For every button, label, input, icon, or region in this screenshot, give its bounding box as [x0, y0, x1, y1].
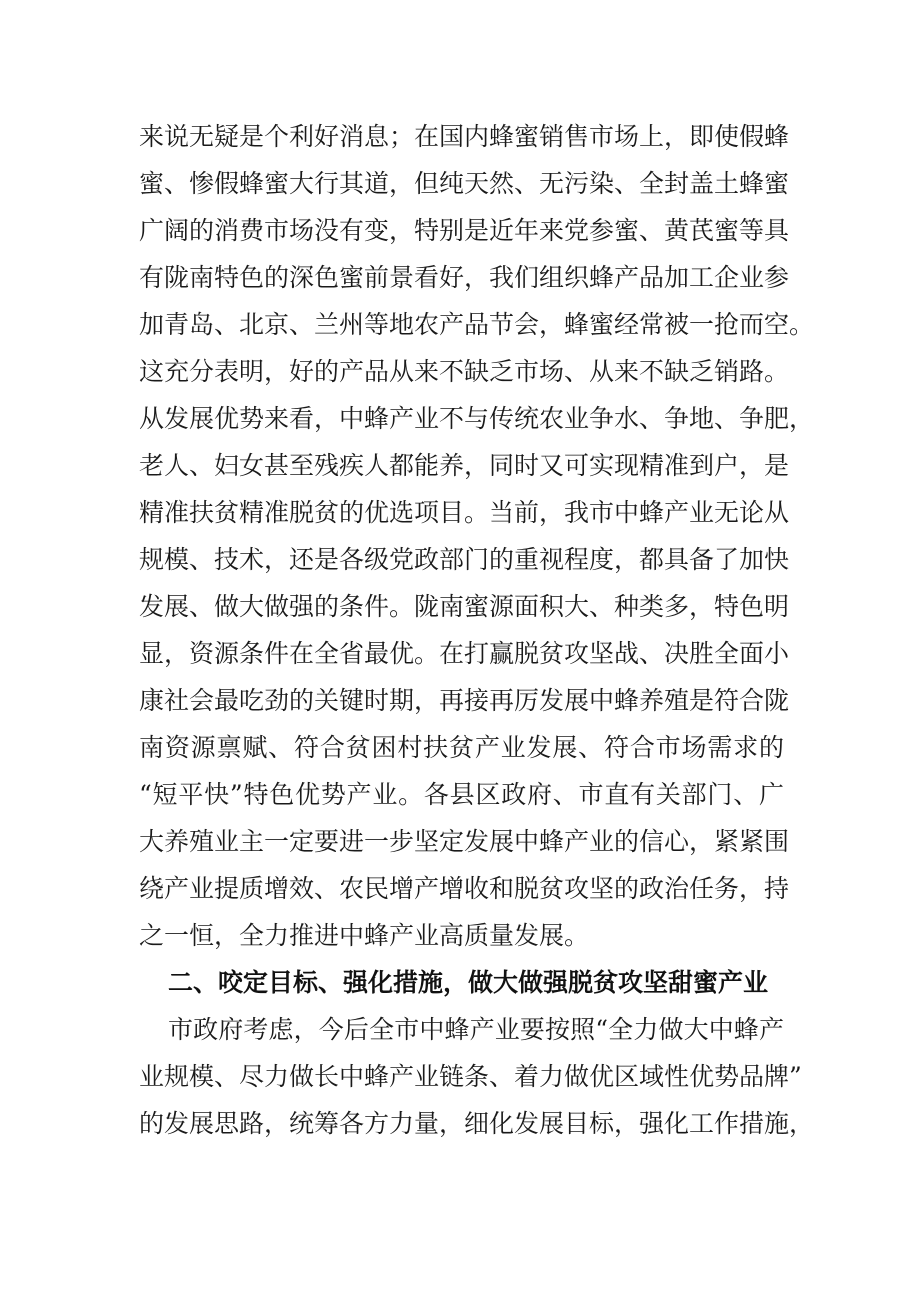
body-text-line: 精准扶贫精准脱贫的优选项目。当前，我市中蜂产业无论从: [139, 498, 790, 527]
body-text-line: 加青岛、北京、兰州等地农产品节会，蜂蜜经常被一抢而空。: [139, 310, 815, 339]
body-text-line: 有陇南特色的深色蜜前景看好，我们组织蜂产品加工企业参: [139, 263, 790, 292]
body-text-line: 老人、妇女甚至残疾人都能养，同时又可实现精准到户，是: [139, 451, 790, 480]
body-text-line: 绕产业提质增效、农民增产增收和脱贫攻坚的政治任务，持: [139, 874, 790, 903]
body-text-line: 规模、技术，还是各级党政部门的重视程度，都具备了加快: [139, 545, 790, 574]
body-text-line: “短平快”特色优势产业。各县区政府、市直有关部门、广: [139, 780, 784, 809]
body-text-line: 从发展优势来看，中蜂产业不与传统农业争水、争地、争肥，: [139, 404, 815, 433]
body-text-line: 大养殖业主一定要进一步坚定发展中蜂产业的信心，紧紧围: [139, 827, 790, 856]
body-text-line: 的发展思路，统筹各方力量，细化发展目标，强化工作措施，: [139, 1109, 815, 1138]
section-heading: 二、咬定目标、强化措施，做大做强脱贫攻坚甜蜜产业: [168, 968, 769, 997]
body-text-line: 发展、做大做强的条件。陇南蜜源面积大、种类多，特色明: [139, 592, 790, 621]
body-text-line: 这充分表明，好的产品从来不缺乏市场、从来不缺乏销路。: [139, 357, 790, 386]
body-text-line: 显，资源条件在全省最优。在打赢脱贫攻坚战、决胜全面小: [139, 639, 790, 668]
body-text-line: 蜜、惨假蜂蜜大行其道，但纯天然、无污染、全封盖土蜂蜜: [139, 169, 790, 198]
body-text-line: 之一恒，全力推进中蜂产业高质量发展。: [139, 921, 590, 950]
body-text-line: 广阔的消费市场没有变，特别是近年来党参蜜、黄芪蜜等具: [139, 216, 790, 245]
body-text-line: 市政府考虑，今后全市中蜂产业要按照“全力做大中蜂产: [168, 1015, 784, 1044]
body-text-line: 南资源禀赋、符合贫困村扶贫产业发展、符合市场需求的: [139, 733, 784, 762]
body-text-line: 业规模、尽力做长中蜂产业链条、着力做优区域性优势品牌”: [139, 1062, 802, 1091]
body-text-line: 康社会最吃劲的关键时期，再接再厉发展中蜂养殖是符合陇: [139, 686, 790, 715]
body-text-line: 来说无疑是个利好消息；在国内蜂蜜销售市场上，即使假蜂: [139, 122, 790, 151]
